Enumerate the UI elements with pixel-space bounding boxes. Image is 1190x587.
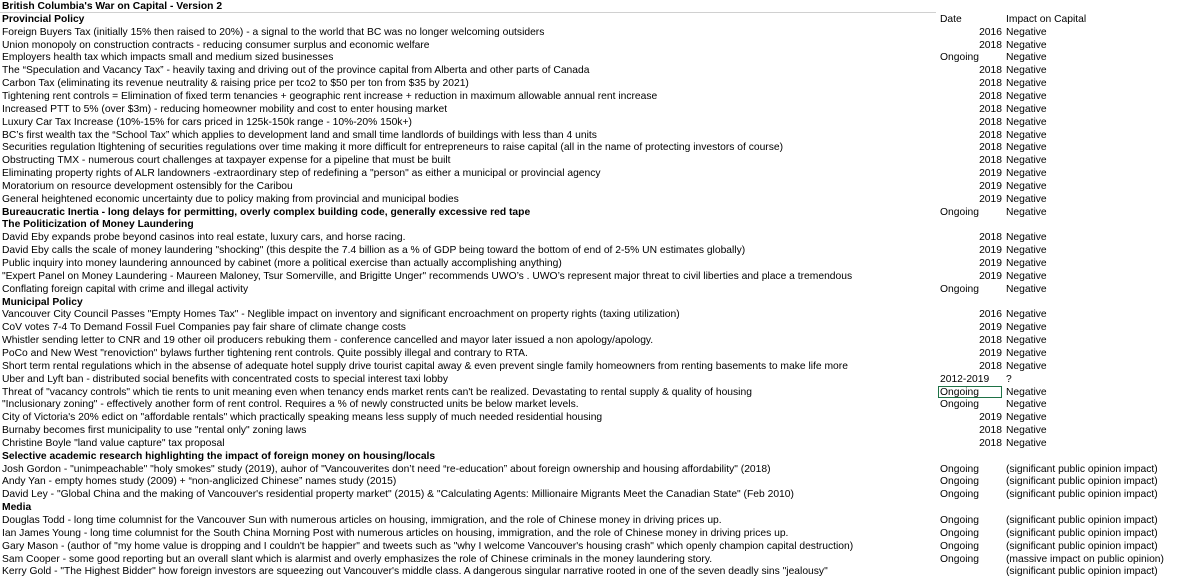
- date-cell[interactable]: Ongoing: [940, 387, 979, 398]
- item-cell[interactable]: Uber and Lyft ban - distributed social benefits with concentrated costs to special interest taxi lobby: [2, 374, 449, 385]
- date-cell[interactable]: 2018: [979, 232, 1002, 243]
- item-cell[interactable]: David Eby expands probe beyond casinos into real estate, luxury cars, and horse racing.: [2, 232, 406, 243]
- impact-cell[interactable]: Negative: [1006, 258, 1047, 269]
- date-cell[interactable]: 2018: [979, 425, 1002, 436]
- date-cell[interactable]: 2019: [979, 258, 1002, 269]
- date-cell[interactable]: Ongoing: [940, 476, 979, 487]
- impact-cell[interactable]: [1006, 218, 1190, 231]
- table-row: [0, 321, 1190, 334]
- table-row: [0, 437, 1190, 450]
- table-row: [0, 360, 1190, 373]
- item-cell[interactable]: Securities regulation ltightening of securities regulations over time making it more difficult for entrepreneurs to raise capital (all in the name of protecting investors of course): [2, 142, 784, 153]
- table-row: [0, 398, 1190, 411]
- table-row: [0, 116, 1190, 129]
- impact-cell[interactable]: Negative: [1006, 52, 1047, 63]
- date-cell[interactable]: Ongoing: [940, 489, 979, 500]
- table-row: [0, 565, 1190, 578]
- table-row: [0, 373, 1190, 386]
- date-cell[interactable]: Ongoing: [940, 207, 979, 218]
- impact-cell[interactable]: Negative: [1006, 91, 1047, 102]
- item-cell[interactable]: City of Victoria's 20% edict on "affordable rentals" which practically speaking means less supply of much needed residential housing: [2, 412, 603, 423]
- date-cell[interactable]: [940, 501, 1002, 514]
- table-row: [0, 283, 1190, 296]
- item-cell[interactable]: Threat of "vacancy controls" which tie rents to unit meaning even when tenancy ends market rents can't be realized. Devastating to rental supply & quality of housing: [2, 387, 752, 398]
- impact-cell[interactable]: Negative: [1006, 245, 1047, 256]
- date-cell[interactable]: 2018: [979, 142, 1002, 153]
- date-cell[interactable]: Ongoing: [940, 52, 979, 63]
- date-cell[interactable]: 2018: [979, 335, 1002, 346]
- date-cell[interactable]: [940, 565, 1002, 578]
- table-row: [0, 488, 1190, 501]
- section-title-cell[interactable]: Provincial Policy: [2, 14, 85, 25]
- table-row: [0, 103, 1190, 116]
- item-cell[interactable]: Moratorium on resource development ostensibly for the Caribou: [2, 181, 293, 192]
- impact-cell[interactable]: (significant public opinion impact): [1006, 528, 1158, 539]
- impact-cell[interactable]: Negative: [1006, 232, 1047, 243]
- section-title-cell[interactable]: Media: [2, 502, 32, 513]
- date-cell[interactable]: 2016: [979, 309, 1002, 320]
- impact-cell[interactable]: Negative: [1006, 40, 1047, 51]
- date-cell[interactable]: 2018: [979, 361, 1002, 372]
- date-cell[interactable]: 2016: [979, 27, 1002, 38]
- item-cell[interactable]: Employers health tax which impacts small and medium sized businesses: [2, 52, 334, 63]
- item-cell[interactable]: Sam Cooper - some good reporting but an overall slant which is alarmist and overly emphasizes the role of Chinese criminals in the money laundering story.: [2, 554, 713, 565]
- table-row: [0, 270, 1190, 283]
- impact-cell[interactable]: [1006, 450, 1190, 463]
- date-cell[interactable]: 2019: [979, 348, 1002, 359]
- item-cell[interactable]: Short term rental regulations which in the absense of adequate hotel supply drive tourist capital away & even prevent single family homeowners from renting basements to make life more: [2, 361, 848, 372]
- section-title-cell[interactable]: Selective academic research highlighting the impact of foreign money on housing/locals: [2, 451, 436, 462]
- item-cell[interactable]: PoCo and New West "renoviction" bylaws further tightening rent controls. Quite possibly illegal and contrary to RTA.: [2, 348, 528, 359]
- sheet-title-row: [0, 0, 1190, 13]
- date-cell[interactable]: Ongoing: [940, 284, 979, 295]
- date-cell[interactable]: 2018: [979, 40, 1002, 51]
- impact-cell[interactable]: Negative: [1006, 130, 1047, 141]
- date-cell[interactable]: Ongoing: [940, 528, 979, 539]
- item-cell[interactable]: Eliminating property rights of ALR landowners -extraordinary step of redefining a "person" as either a municipal or provincial agency: [2, 168, 601, 179]
- impact-cell[interactable]: Negative: [1006, 104, 1047, 115]
- item-cell[interactable]: Increased PTT to 5% (over $3m) - reducing homeowner mobility and cost to enter housing market: [2, 104, 448, 115]
- impact-cell[interactable]: Negative: [1006, 438, 1047, 449]
- date-cell[interactable]: 2018: [979, 104, 1002, 115]
- table-row: [0, 411, 1190, 424]
- impact-cell[interactable]: Negative: [1006, 425, 1047, 436]
- item-cell[interactable]: BC’s first wealth tax the “School Tax” which applies to development land and small time landlords of buildings with less than 4 units: [2, 130, 597, 141]
- table-row: [0, 77, 1190, 90]
- impact-column-header[interactable]: Impact on Capital: [1006, 14, 1087, 25]
- date-cell[interactable]: [940, 0, 1002, 13]
- table-row: [0, 514, 1190, 527]
- item-cell[interactable]: Andy Yan - empty homes study (2009) + “non-anglicized Chinese” names study (2015): [2, 476, 397, 487]
- impact-cell[interactable]: Negative: [1006, 181, 1047, 192]
- date-cell[interactable]: 2018: [979, 155, 1002, 166]
- impact-cell[interactable]: (significant public opinion impact): [1006, 515, 1158, 526]
- column-header-row: [0, 13, 1190, 26]
- date-cell[interactable]: Ongoing: [940, 399, 979, 410]
- item-cell[interactable]: Conflating foreign capital with crime and illegal activity: [2, 284, 249, 295]
- impact-cell[interactable]: (significant public opinion impact): [1006, 476, 1158, 487]
- impact-cell[interactable]: ?: [1006, 374, 1012, 385]
- impact-cell[interactable]: Negative: [1006, 361, 1047, 372]
- impact-cell[interactable]: [1006, 501, 1190, 514]
- item-cell[interactable]: "Inclusionary zoning" - effectively another form of rent control. Requires a % of newly constructed units be below market levels.: [2, 399, 579, 410]
- item-cell[interactable]: "Expert Panel on Money Laundering - Maureen Maloney, Tsur Somerville, and Brigitte Unger" recommends UWO’s . UWO’s represent major threat to civil liberties and place a tremendous: [2, 271, 853, 282]
- section-title-cell[interactable]: Bureaucratic Inertia - long delays for permitting, overly complex building code, generally excessive red tape: [2, 207, 531, 218]
- item-cell[interactable]: Christine Boyle "land value capture" tax proposal: [2, 438, 225, 449]
- item-cell[interactable]: Kerry Gold - "The Highest Bidder" how foreign investors are squeezing out Vancouver's middle class. A dangerous singular narrative rooted in one of the seven deadly sins "jealousy": [2, 566, 828, 577]
- table-row: [0, 347, 1190, 360]
- item-cell[interactable]: Gary Mason - (author of "my home value is dropping and I couldn't be happier" and tweets such as "why I welcome Vancouver's housing crash" which openly champion capital destruction): [2, 541, 854, 552]
- table-row: [0, 257, 1190, 270]
- table-row: [0, 540, 1190, 553]
- section-header-row: [0, 501, 1190, 514]
- item-cell[interactable]: Vancouver City Council Passes "Empty Homes Tax" - Neglible impact on inventory and significant encroachment on property rights (taxing utilization): [2, 309, 680, 320]
- impact-cell[interactable]: Negative: [1006, 322, 1047, 333]
- date-cell[interactable]: 2019: [979, 181, 1002, 192]
- date-cell[interactable]: 2019: [979, 245, 1002, 256]
- impact-cell[interactable]: Negative: [1006, 399, 1047, 410]
- impact-cell[interactable]: Negative: [1006, 348, 1047, 359]
- date-cell[interactable]: 2018: [979, 438, 1002, 449]
- table-row: [0, 167, 1190, 180]
- impact-cell[interactable]: Negative: [1006, 117, 1047, 128]
- item-cell[interactable]: David Eby calls the scale of money laundering "shocking" (this despite the 7.4 billion as a % of GDP being toward the bottom of end of 2-5% UN estimates globally): [2, 245, 746, 256]
- item-cell[interactable]: Whistler sending letter to CNR and 19 other oil producers rebuking them - conference cancelled and mayor later issued a non apology/apology.: [2, 335, 654, 346]
- item-cell[interactable]: Tightening rent controls = Elimination of fixed term tenancies + geographic rent increase + reduction in maximum allowable annual rent increase: [2, 91, 658, 102]
- table-row: [0, 231, 1190, 244]
- table-row: [0, 51, 1190, 64]
- impact-cell[interactable]: Negative: [1006, 335, 1047, 346]
- impact-cell[interactable]: (massive impact on public opinion): [1006, 554, 1164, 565]
- table-row: [0, 308, 1190, 321]
- table-row: [0, 141, 1190, 154]
- date-cell[interactable]: Ongoing: [940, 541, 979, 552]
- impact-cell[interactable]: Negative: [1006, 27, 1047, 38]
- date-cell[interactable]: 2019: [979, 168, 1002, 179]
- impact-cell[interactable]: Negative: [1006, 65, 1047, 76]
- date-cell[interactable]: 2019: [979, 322, 1002, 333]
- impact-cell[interactable]: Negative: [1006, 194, 1047, 205]
- date-cell[interactable]: 2012-2019: [940, 374, 990, 385]
- date-column-header[interactable]: Date: [940, 14, 962, 25]
- impact-cell[interactable]: (significant public opinion impact): [1006, 489, 1158, 500]
- item-cell[interactable]: Luxury Car Tax Increase (10%-15% for cars priced in 125k-150k range - 10%-20% 150k+): [2, 117, 412, 128]
- date-cell[interactable]: 2019: [979, 412, 1002, 423]
- section-title-cell[interactable]: The Politicization of Money Laundering: [2, 219, 194, 230]
- item-cell[interactable]: Carbon Tax (eliminating its revenue neutrality & raising price per tco2 to $50 per ton from $35 by 2021): [2, 78, 469, 89]
- impact-cell[interactable]: Negative: [1006, 387, 1047, 398]
- date-cell[interactable]: 2018: [979, 130, 1002, 141]
- table-row: [0, 64, 1190, 77]
- date-cell[interactable]: [940, 218, 1002, 231]
- table-row: [0, 475, 1190, 488]
- impact-cell[interactable]: (significant public opinion impact): [1006, 541, 1158, 552]
- item-cell[interactable]: Union monopoly on construction contracts - reducing consumer surplus and economic welfare: [2, 40, 430, 51]
- table-row: [0, 90, 1190, 103]
- impact-cell[interactable]: Negative: [1006, 142, 1047, 153]
- table-row: [0, 334, 1190, 347]
- date-cell[interactable]: [940, 450, 1002, 463]
- table-row: [0, 180, 1190, 193]
- impact-cell[interactable]: Negative: [1006, 78, 1047, 89]
- table-row: [0, 26, 1190, 39]
- impact-cell[interactable]: Negative: [1006, 207, 1047, 218]
- table-row: [0, 244, 1190, 257]
- item-cell[interactable]: The “Speculation and Vacancy Tax” - heavily taxing and driving out of the province capital from Alberta and other parts of Canada: [2, 65, 590, 76]
- date-cell[interactable]: 2018: [979, 91, 1002, 102]
- item-cell[interactable]: Ian James Young - long time columnist for the South China Morning Post with numerous articles on housing, immigration, and the role of Chinese money in driving prices up.: [2, 528, 789, 539]
- impact-cell[interactable]: Negative: [1006, 284, 1047, 295]
- section-header-row: [0, 218, 1190, 231]
- item-cell[interactable]: Douglas Todd - long time columnist for the Vancouver Sun with numerous articles on housing, immigration, and the role of Chinese money in driving prices up.: [2, 515, 722, 526]
- date-cell[interactable]: Ongoing: [940, 464, 979, 475]
- impact-cell[interactable]: Negative: [1006, 271, 1047, 282]
- impact-cell[interactable]: [1006, 0, 1190, 13]
- table-row: [0, 424, 1190, 437]
- item-cell[interactable]: Burnaby becomes first municipality to use "rental only" zoning laws: [2, 425, 307, 436]
- item-cell[interactable]: General heightened economic uncertainty due to policy making from provincial and municipal bodies: [2, 194, 459, 205]
- table-row: [0, 193, 1190, 206]
- impact-cell[interactable]: Negative: [1006, 309, 1047, 320]
- impact-cell[interactable]: Negative: [1006, 155, 1047, 166]
- date-cell[interactable]: 2018: [979, 65, 1002, 76]
- date-cell[interactable]: 2018: [979, 78, 1002, 89]
- date-cell[interactable]: Ongoing: [940, 515, 979, 526]
- date-cell[interactable]: 2019: [979, 271, 1002, 282]
- item-cell[interactable]: Obstructing TMX - numerous court challenges at taxpayer expense for a pipeline that must be built: [2, 155, 451, 166]
- impact-cell[interactable]: Negative: [1006, 412, 1047, 423]
- date-cell[interactable]: 2019: [979, 194, 1002, 205]
- impact-cell[interactable]: (significant public opinion impact): [1006, 464, 1158, 475]
- section-title-cell[interactable]: Municipal Policy: [2, 297, 83, 308]
- item-cell[interactable]: Public inquiry into money laundering announced by cabinet (more a political exercise than actually accomplishing anything): [2, 258, 562, 269]
- item-cell[interactable]: CoV votes 7-4 To Demand Fossil Fuel Companies pay fair share of climate change costs: [2, 322, 406, 333]
- table-row: [0, 154, 1190, 167]
- date-cell[interactable]: 2018: [979, 117, 1002, 128]
- item-cell[interactable]: Foreign Buyers Tax (initially 15% then raised to 20%) - a signal to the world that BC was no longer welcoming outsiders: [2, 27, 545, 38]
- table-row: [0, 527, 1190, 540]
- impact-cell[interactable]: Negative: [1006, 168, 1047, 179]
- date-cell[interactable]: Ongoing: [940, 554, 979, 565]
- item-cell[interactable]: Josh Gordon - "unimpeachable" "holy smokes" study (2019), auhor of "Vancouverites don’t need “re-education” about foreign ownership and housing affordability" (2018): [2, 464, 771, 475]
- item-cell[interactable]: David Ley - "Global China and the making of Vancouver's residential property market" (2015) & "Calculating Agents: Millionaire Migrants Meet the Canadian State" (Feb 2010): [2, 489, 794, 500]
- sheet-title[interactable]: British Columbia's War on Capital - Version 2: [2, 1, 223, 12]
- impact-cell[interactable]: (significant public opinion impact): [1006, 566, 1158, 577]
- section-header-row: [0, 450, 1190, 463]
